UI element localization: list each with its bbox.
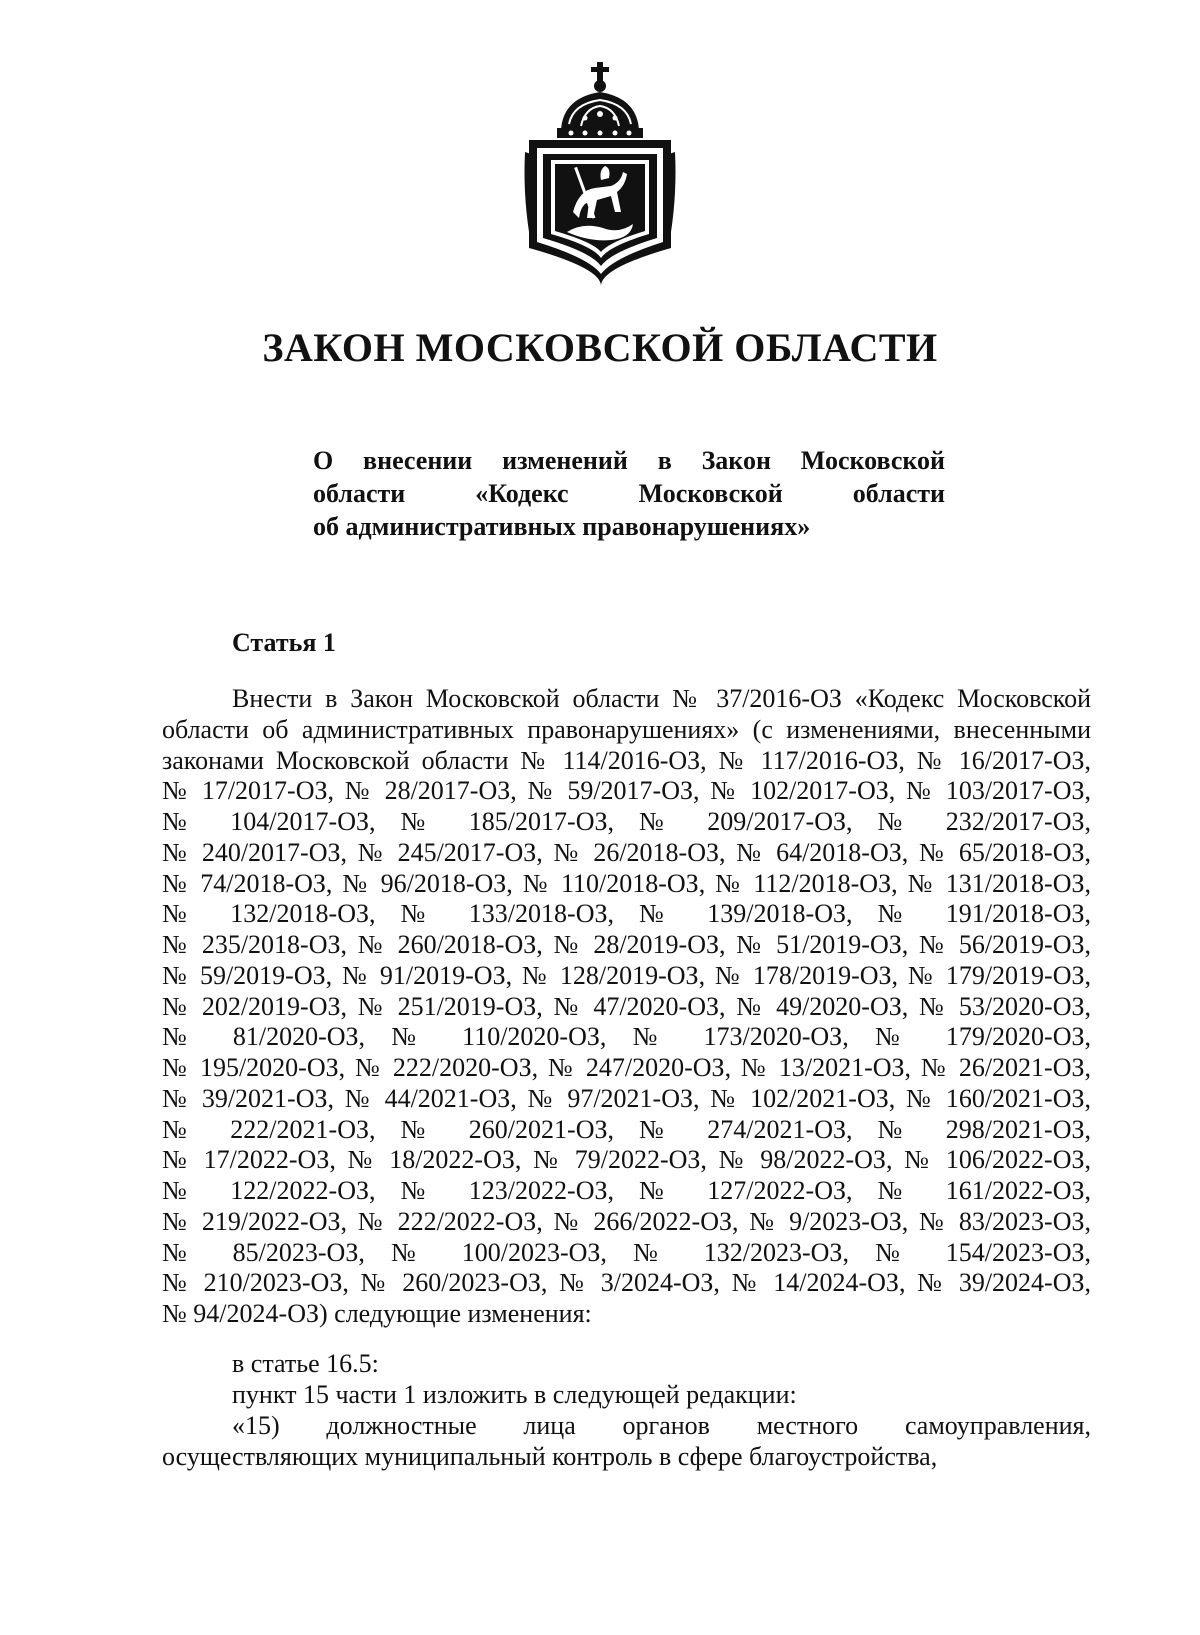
amendment-text [162, 1348, 1091, 1472]
body-line: № 17/2017-ОЗ, № 28/2017-ОЗ, № 59/2017-ОЗ, № 102/2017-ОЗ, № 103/2017-ОЗ, [162, 776, 1091, 806]
body-line: № 132/2018-ОЗ, № 133/2018-ОЗ, № 139/2018-ОЗ, № 191/2018-ОЗ, [162, 899, 1091, 929]
body-line: законами Московской области № 114/2016-ОЗ, № 117/2016-ОЗ, № 16/2017-ОЗ, [162, 745, 1091, 775]
coat-of-arms-icon [523, 62, 679, 286]
amendment-quote-line: «15) должностные лица органов местного самоуправления, [232, 1411, 1091, 1440]
body-line: области об административных правонарушениях» (с изменениями, внесенными [162, 714, 1091, 744]
amendment-article-ref: в статье 16.5: [232, 1349, 379, 1378]
body-line: № 39/2021-ОЗ, № 44/2021-ОЗ, № 97/2021-ОЗ, № 102/2021-ОЗ, № 160/2021-ОЗ, [162, 1083, 1091, 1113]
amendment-instruction: пункт 15 части 1 изложить в следующей редакции: [232, 1380, 797, 1409]
subject-line: области «Кодекс Московской области [313, 479, 945, 508]
body-line: № 240/2017-ОЗ, № 245/2017-ОЗ, № 26/2018-ОЗ, № 64/2018-ОЗ, № 65/2018-ОЗ, [162, 837, 1091, 867]
body-line: № 74/2018-ОЗ, № 96/2018-ОЗ, № 110/2018-ОЗ, № 112/2018-ОЗ, № 131/2018-ОЗ, [162, 868, 1091, 898]
body-line: № 219/2022-ОЗ, № 222/2022-ОЗ, № 266/2022-ОЗ, № 9/2023-ОЗ, № 83/2023-ОЗ, [162, 1206, 1091, 1236]
body-line: № 122/2022-ОЗ, № 123/2022-ОЗ, № 127/2022-ОЗ, № 161/2022-ОЗ, [162, 1176, 1091, 1205]
article-heading: Статья 1 [232, 628, 336, 657]
body-line: № 17/2022-ОЗ, № 18/2022-ОЗ, № 79/2022-ОЗ, № 98/2022-ОЗ, № 106/2022-ОЗ, [162, 1145, 1091, 1175]
body-line: № 94/2024-ОЗ) следующие изменения: [162, 1299, 592, 1328]
law-subject [313, 444, 945, 543]
body-line: № 85/2023-ОЗ, № 100/2023-ОЗ, № 132/2023-ОЗ, № 154/2023-ОЗ, [162, 1237, 1091, 1267]
subject-line: об административных правонарушениях» [313, 512, 811, 541]
body-line: № 104/2017-ОЗ, № 185/2017-ОЗ, № 209/2017-ОЗ, № 232/2017-ОЗ, [162, 807, 1091, 836]
body-line: № 59/2019-ОЗ, № 91/2019-ОЗ, № 128/2019-ОЗ, № 178/2019-ОЗ, № 179/2019-ОЗ, [162, 960, 1091, 990]
body-line: № 81/2020-ОЗ, № 110/2020-ОЗ, № 173/2020-ОЗ, № 179/2020-ОЗ, [162, 1022, 1091, 1052]
amendment-quote-line: осуществляющих муниципальный контроль в сфере благоустройства, [162, 1442, 938, 1471]
body-line: № 210/2023-ОЗ, № 260/2023-ОЗ, № 3/2024-ОЗ, № 14/2024-ОЗ, № 39/2024-ОЗ, [162, 1268, 1091, 1298]
body-line: № 195/2020-ОЗ, № 222/2020-ОЗ, № 247/2020-ОЗ, № 13/2021-ОЗ, № 26/2021-ОЗ, [162, 1053, 1091, 1082]
subject-line: О внесении изменений в Закон Московской [313, 446, 945, 475]
body-line: № 222/2021-ОЗ, № 260/2021-ОЗ, № 274/2021-ОЗ, № 298/2021-ОЗ, [162, 1114, 1091, 1144]
body-line: № 202/2019-ОЗ, № 251/2019-ОЗ, № 47/2020-ОЗ, № 49/2020-ОЗ, № 53/2020-ОЗ, [162, 991, 1091, 1021]
body-line: № 235/2018-ОЗ, № 260/2018-ОЗ, № 28/2019-ОЗ, № 51/2019-ОЗ, № 56/2019-ОЗ, [162, 930, 1091, 959]
law-title: ЗАКОН МОСКОВСКОЙ ОБЛАСТИ [262, 325, 938, 370]
body-line: Внести в Закон Московской области № 37/2016-ОЗ «Кодекс Московской [232, 684, 1091, 713]
article-body [162, 684, 1091, 1330]
